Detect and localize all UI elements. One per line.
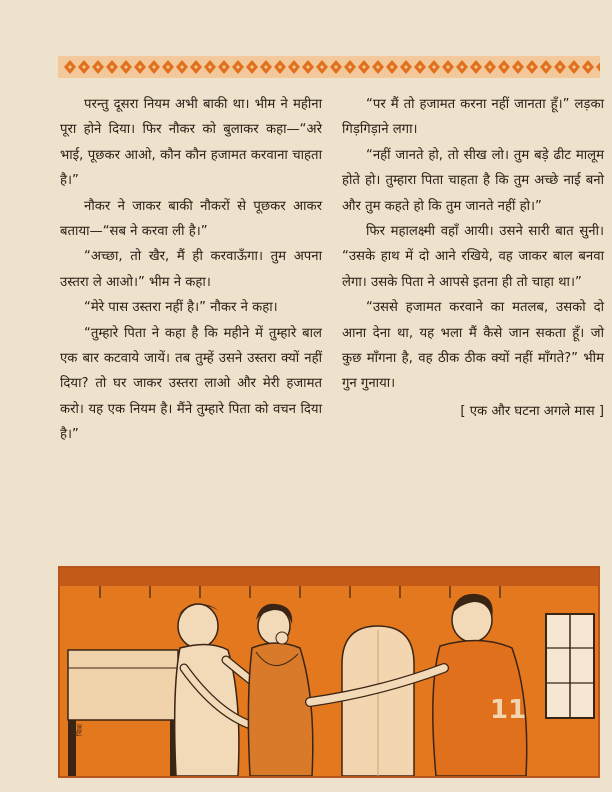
continued-note: [ एक और घटना अगले मास ] xyxy=(460,403,604,419)
paragraph: “अच्छा, तो खैर, मैं ही करवाऊँगा। तुम अपना उस्तरा ले आओ।” भीम ने कहा। xyxy=(60,249,322,290)
border-dot xyxy=(488,65,491,68)
border-dot xyxy=(446,65,449,68)
border-dot xyxy=(96,65,99,68)
border-dot xyxy=(152,65,155,68)
border-dot xyxy=(278,65,281,68)
border-dot xyxy=(530,65,533,68)
border-dot xyxy=(222,65,225,68)
story-illustration xyxy=(58,566,600,778)
decorative-border xyxy=(58,56,600,78)
border-dot xyxy=(292,65,295,68)
paragraph: “पर मैं तो हजामत करना नहीं जानता हूँ।” लड़का गिड़गिड़ाने लगा। xyxy=(342,97,604,138)
border-dot xyxy=(474,65,477,68)
diamond-border-ornament xyxy=(58,56,600,78)
window xyxy=(546,614,594,718)
paragraph: “नहीं जानते हो, तो सीख लो। तुम बड़े ढीट मालूम होते हो। तुम्हारा पिता चाहता है कि तुम अच्छे नाई बनो और तुम कहते हो कि तुम जानते नहीं हो।” xyxy=(342,147,604,214)
border-dot xyxy=(194,65,197,68)
border-dot xyxy=(320,65,323,68)
paragraph: “तुम्हारे पिता ने कहा है कि महीने में तुम्हारे बाल एक बार कटवाये जायें। तब तुम्हें उसने उस्तरा क्यों नहीं दिया? तो घर जाकर उस्तरा लाओ और मेरी हजामत करो। यह एक नियम है। मैंने तुम्हारे पिता को वचन दिया है।” xyxy=(60,325,322,443)
border-dot xyxy=(208,65,211,68)
right-text-column xyxy=(342,92,604,424)
border-dot xyxy=(544,65,547,68)
border-dot xyxy=(362,65,365,68)
border-dot xyxy=(516,65,519,68)
border-dot xyxy=(250,65,253,68)
arched-doorway xyxy=(342,626,414,776)
border-dot xyxy=(180,65,183,68)
paragraph: परन्तु दूसरा नियम अभी बाकी था। भीम ने महीना पूरा होने दिया। फिर नौकर को बुलाकर कहा—“अरे भाई, पूछकर आओ, कौन कौन हजामत करवाना चाहता है।” xyxy=(60,97,322,189)
border-dot xyxy=(376,65,379,68)
barber-scene-drawing xyxy=(60,568,598,776)
border-dot xyxy=(82,65,85,68)
left-text-column xyxy=(60,92,322,448)
border-dot xyxy=(348,65,351,68)
paragraph: फिर महालक्ष्मी वहाँ आयी। उसने सारी बात सुनी। “उसके हाथ में दो आने रखिये, वह जाकर बाल बनवा लेगा। उसके पिता ने आपसे इतना ही तो चाहा था।” xyxy=(342,224,604,290)
border-dot xyxy=(306,65,309,68)
border-dot xyxy=(586,65,589,68)
border-dot xyxy=(460,65,463,68)
border-dot xyxy=(166,65,169,68)
paragraph: “मेरे पास उस्तरा नहीं है।” नौकर ने कहा। xyxy=(84,300,278,316)
border-dot xyxy=(390,65,393,68)
border-dot xyxy=(404,65,407,68)
border-dot xyxy=(138,65,141,68)
border-dot xyxy=(432,65,435,68)
svg-text:11: 11 xyxy=(490,695,527,725)
artist-signature: चित्रा xyxy=(76,724,84,736)
border-dot xyxy=(418,65,421,68)
ceiling-beam xyxy=(60,568,598,586)
border-dot xyxy=(236,65,239,68)
border-dot xyxy=(502,65,505,68)
border-dot xyxy=(110,65,113,68)
border-dot xyxy=(334,65,337,68)
paragraph: नौकर ने जाकर बाकी नौकरों से पूछकर आकर बताया—“सब ने करवा ली है।” xyxy=(60,198,322,240)
border-dot xyxy=(264,65,267,68)
border-dot xyxy=(572,65,575,68)
paragraph: “उससे हजामत करवाने का मतलब, उसको दो आना देना था, यह भला मैं कैसे जान सकता हूँ। जो कुछ माँगना है, वह ठीक ठीक क्यों नहीं माँगते?” भीम गुन गुनाया। xyxy=(342,300,604,392)
border-dot xyxy=(558,65,561,68)
border-dot xyxy=(124,65,127,68)
border-dot xyxy=(68,65,71,68)
